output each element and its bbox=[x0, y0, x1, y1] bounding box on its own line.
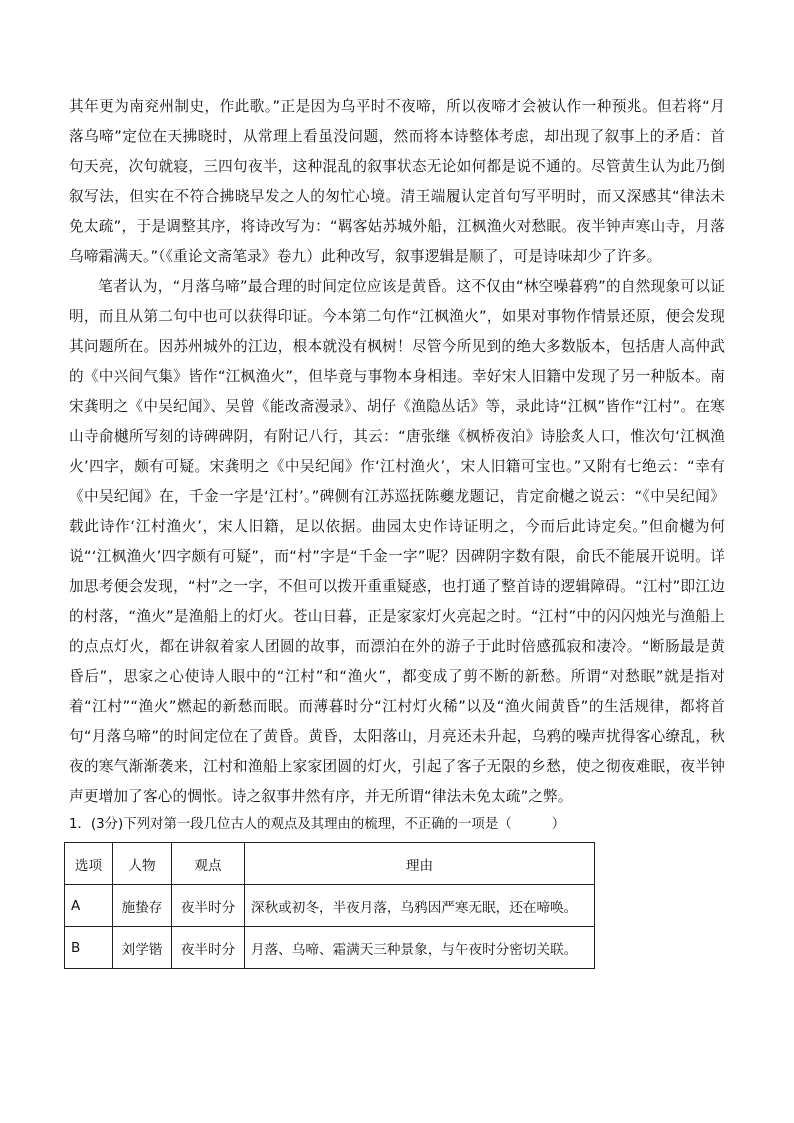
person-cell: 刘学锴 bbox=[113, 927, 172, 969]
table-header-cell: 人物 bbox=[113, 843, 172, 885]
table-header-cell: 理由 bbox=[245, 843, 595, 885]
passage-paragraph-2: 笔者认为，“月落乌啼”最合理的时间定位应该是黄昏。这不仅由“林空噪暮鸦”的自然现象可以证明，而且从第二句中也可以获得印证。今本第二句作“江枫渔火”，如果对事物作情景还原，便会发现其问题所在。因苏州城外的江边，根本就没有枫树！尽管今所见到的绝大多数版本，包括唐人高仲武的《中兴间气集》皆作“江枫渔火”，但毕竟与事物本身相违。幸好宋人旧籍中发现了另一种版本。南宋龚明之《中吴纪闻》、吴曾《能改斋漫录》、胡仔《渔隐丛话》等，录此诗“江枫”皆作“江村”。在寒山寺俞樾所写刻的诗碑碑阴，有附记八行，其云：“唐张继《枫桥夜泊》诗脍炙人口，惟次句‘江枫渔火’四字，颇有可疑。宋龚明之《中吴纪闻》作‘江村渔火’，宋人旧籍可宝也。”又附有七绝云：“幸有《中吴纪闻》在，千金一字是‘江村’。”碑侧有江苏巡抚陈夔龙题记，肯定俞樾之说云：“《中吴纪闻》载此诗作‘江村渔火’，宋人旧籍，足以依据。曲园太史作诗证明之，今而后此诗定矣。”但俞樾为何说“‘江枫渔火’四字颇有可疑”，而“村”字是“千金一字”呢？因碑阴字数有限，俞氏不能展开说明。详加思考便会发现，“村”之一字，不但可以拨开重重疑惑，也打通了整首诗的逻辑障碍。“江村”即江边的村落，“渔火”是渔船上的灯火。苍山日暮，正是家家灯火亮起之时。“江村”中的闪闪烛光与渔船上的点点灯火，都在讲叙着家人团圆的故事，而漂泊在外的游子于此时倍感孤寂和凄冷。“断肠最是黄昏后”，思家之心使诗人眼中的“江村”和“渔火”，都变成了剪不断的新愁。所谓“对愁眠”就是指对着“江村”“渔火”燃起的新愁而眠。而薄暮时分“江村灯火稀”以及“渔火闹黄昏”的生活规律，都将首句“月落乌啼”的时间定位在了黄昏。黄昏，太阳落山，月亮还未升起，乌鸦的噪声扰得客心缭乱，秋夜的寒气渐渐袭来，江村和渔船上家家团圆的灯火，引起了客子无限的乡愁，使之彻夜难眠，夜半钟声更增加了客心的惆怅。诗之叙事井然有序，并无所谓“律法未免太疏”之弊。 bbox=[69, 278, 725, 805]
table-header-cell: 观点 bbox=[172, 843, 245, 885]
option-label-cell: A bbox=[65, 885, 113, 927]
viewpoint-cell: 夜半时分 bbox=[172, 927, 245, 969]
question-1-stem: 1．(3分)下列对第一段几位古人的观点及其理由的梳理，不正确的一项是（ ） bbox=[69, 817, 566, 832]
reason-cell: 月落、乌啼、霜满天三种景象，与午夜时分密切关联。 bbox=[245, 927, 595, 969]
table-header-row bbox=[65, 843, 595, 885]
passage-paragraph-1: 其年更为南兖州制史，作此歌。”正是因为乌平时不夜啼，所以夜啼才会被认作一种预兆。但若将“月落乌啼”定位在天拂晓时，从常理上看虽没问题，然而将本诗整体考虑，却出现了叙事上的矛盾：首句天亮，次句就寝，三四句夜半，这种混乱的叙事状态无论如何都是说不通的。尽管黄生认为此乃倒叙写法，但实在不符合拂晓早发之人的匆忙心境。清王端履认定首句写平明时，而又深感其“律法未免太疏”，于是调整其序，将诗改写为：“羁客姑苏城外船，江枫渔火对愁眠。夜半钟声寒山寺，月落乌啼霜满天。”（《重论文斋笔录》卷九）此种改写，叙事逻辑是顺了，可是诗味却少了许多。 bbox=[69, 98, 725, 265]
viewpoint-cell: 夜半时分 bbox=[172, 885, 245, 927]
reason-cell: 深秋或初冬，半夜月落，乌鸦因严寒无眠，还在啼唤。 bbox=[245, 885, 595, 927]
document-body bbox=[69, 92, 725, 969]
table-row bbox=[65, 885, 595, 927]
options-table bbox=[64, 842, 595, 969]
table-header-cell: 选项 bbox=[65, 843, 113, 885]
person-cell: 施蛰存 bbox=[113, 885, 172, 927]
table-row bbox=[65, 927, 595, 969]
option-label-cell: B bbox=[65, 927, 113, 969]
